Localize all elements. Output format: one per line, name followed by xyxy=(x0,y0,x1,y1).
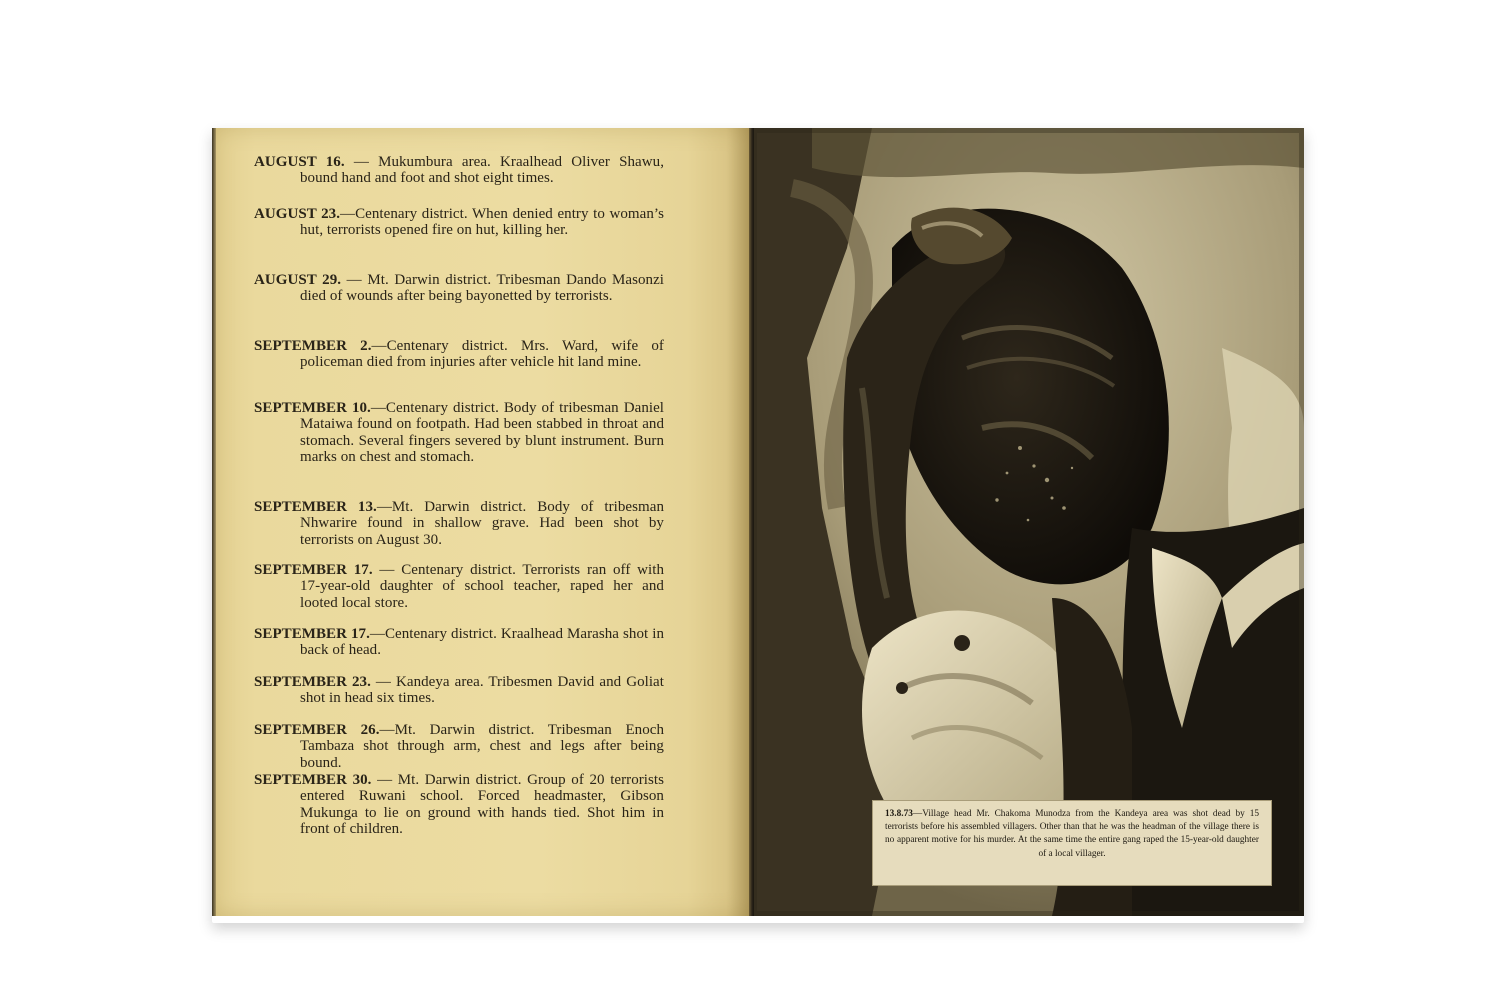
page-edge xyxy=(212,128,216,916)
incident-entry xyxy=(254,338,664,371)
incident-entry xyxy=(254,400,664,466)
incident-date: SEPTEMBER 13. xyxy=(254,499,377,515)
right-page xyxy=(752,128,1304,916)
incident-text: —Centenary district. When denied entry to woman’s hut, terrorists opened fire on hut, killing her. xyxy=(300,206,664,239)
incident-date: SEPTEMBER 2. xyxy=(254,338,372,354)
incident-entry xyxy=(254,562,664,611)
incident-text: —Mt. Darwin district. Tribesman Enoch Tambaza shot through arm, chest and legs after being bound. xyxy=(300,722,665,771)
incident-text: — Mukumbura area. Kraalhead Oliver Shawu, bound hand and foot and shot eight times. xyxy=(300,154,664,187)
incident-date: SEPTEMBER 17. xyxy=(254,562,373,578)
incident-date: AUGUST 23. xyxy=(254,206,341,222)
incident-text: — Kandeya area. Tribesmen David and Goliat shot in head six times. xyxy=(300,674,664,707)
incident-date: SEPTEMBER 10. xyxy=(254,400,371,416)
incident-text: —Mt. Darwin district. Body of tribesman Nhwarire found in shallow grave. Had been shot by terrorists on August 30. xyxy=(300,499,664,548)
incident-entry xyxy=(254,272,664,305)
incident-text: — Mt. Darwin district. Group of 20 terrorists entered Ruwani school. Forced headmaster, Gibson Mukunga to lie on ground with hands tied. Shot him in front of children. xyxy=(300,772,665,838)
incident-text: —Centenary district. Mrs. Ward, wife of policeman died from injuries after vehicle hit land mine. xyxy=(300,338,664,371)
incident-text: — Mt. Darwin district. Tribesman Dando Masonzi died of wounds after being bayonetted by terrorists. xyxy=(300,272,664,305)
caption-text: —Village head Mr. Chakoma Munodza from the Kandeya area was shot dead by 15 terrorists before his assembled villagers. Other than that he was the headman of the village there is no apparent motive for his murder. At the same time the entire gang raped the 15-year-old daughter of a local villager. xyxy=(885,809,1259,859)
incident-date: AUGUST 29. xyxy=(254,272,342,288)
incident-entry xyxy=(254,674,664,707)
incident-text: —Centenary district. Body of tribesman Daniel Mataiwa found on footpath. Had been stabbed in throat and stomach. Several fingers severed by blunt instrument. Burn marks on chest and stomach. xyxy=(300,400,665,466)
incident-entry xyxy=(254,154,664,187)
photo-caption xyxy=(872,800,1272,886)
incident-text: — Centenary district. Terrorists ran off with 17-year-old daughter of school teacher, raped her and looted local store. xyxy=(300,562,665,611)
incident-date: SEPTEMBER 23. xyxy=(254,674,371,690)
booklet-spine xyxy=(749,128,754,916)
incident-entry xyxy=(254,772,664,838)
incident-date: SEPTEMBER 17. xyxy=(254,626,370,642)
photograph xyxy=(752,128,1304,916)
left-page xyxy=(212,128,752,916)
incident-entry xyxy=(254,499,664,548)
incident-entry xyxy=(254,722,664,771)
incident-text: —Centenary district. Kraalhead Marasha shot in back of head. xyxy=(300,626,664,659)
incident-date: AUGUST 16. xyxy=(254,154,345,170)
caption-date: 13.8.73 xyxy=(885,809,913,819)
incident-date: SEPTEMBER 30. xyxy=(254,772,372,788)
incident-entry xyxy=(254,206,664,239)
incident-date: SEPTEMBER 26. xyxy=(254,722,380,738)
incident-entry xyxy=(254,626,664,659)
